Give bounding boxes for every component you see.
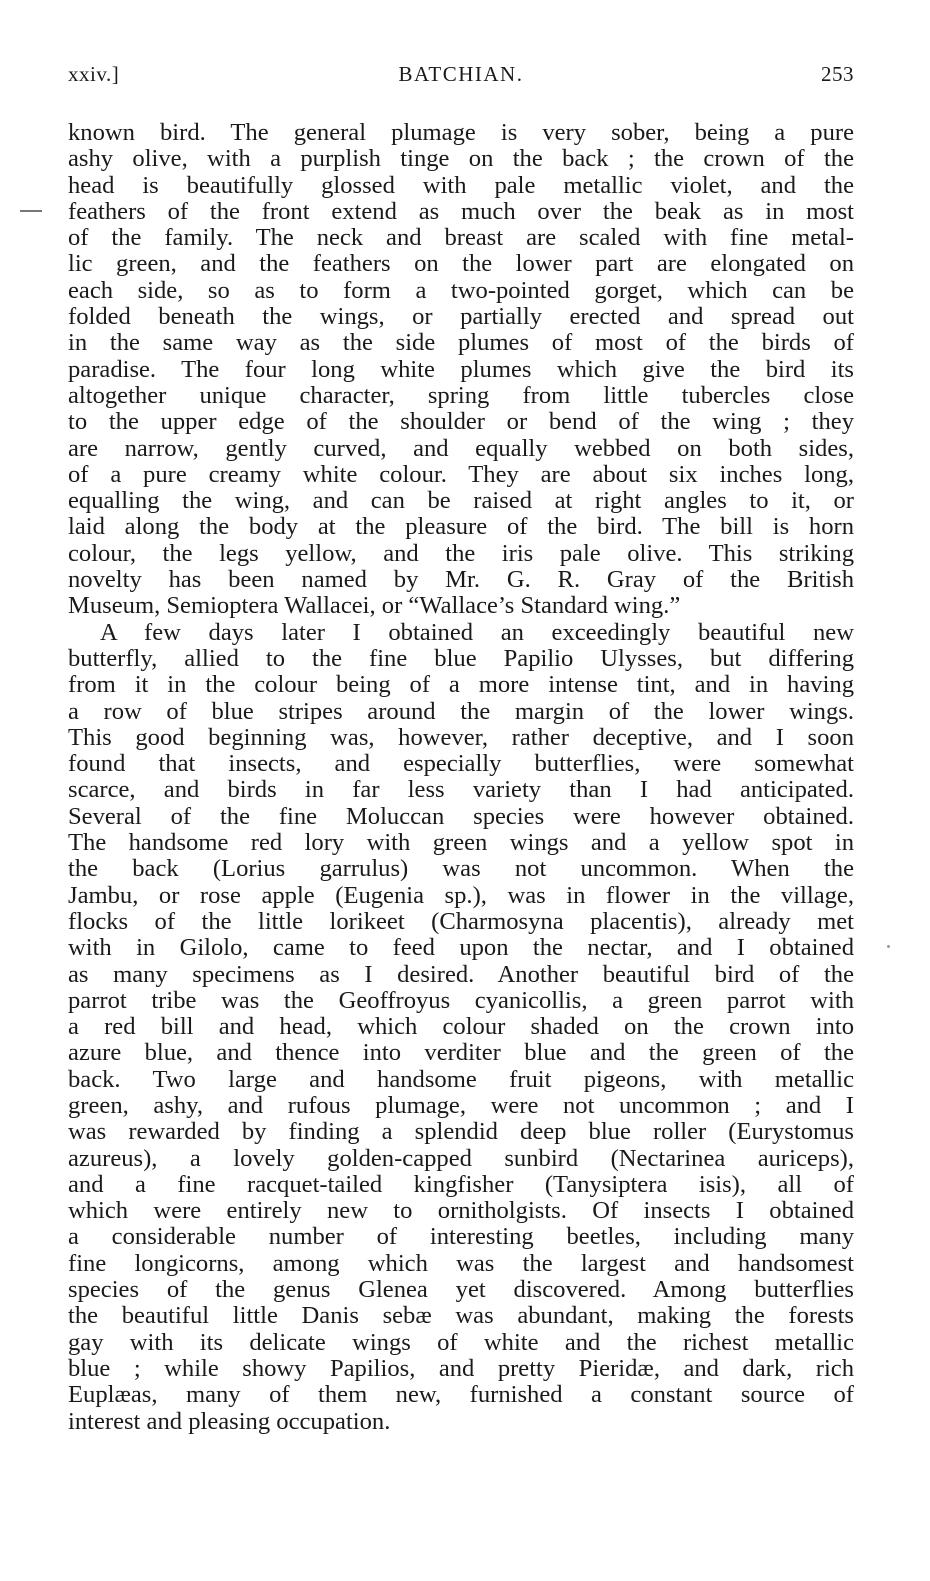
text-line: fine longicorns, among which was the largest and handsomest [68, 1249, 854, 1277]
paper-speck [887, 945, 890, 948]
page-number: 253 [821, 62, 854, 86]
text-line: in the same way as the side plumes of most of the birds of [68, 329, 854, 357]
text-line: species of the genus Glenea yet discovered. Among butterflies [68, 1276, 854, 1304]
text-line: butterfly, allied to the fine blue Papilio Ulysses, but differing [68, 644, 854, 672]
text-line: Jambu, or rose apple (Eugenia sp.), was in flower in the village, [68, 881, 854, 909]
running-head [68, 62, 854, 92]
text-line: found that insects, and especially butterflies, were somewhat [68, 750, 854, 778]
margin-mark [20, 210, 42, 212]
text-line: laid along the body at the pleasure of the bird. The bill is horn [68, 513, 854, 541]
text-line: paradise. The four long white plumes which give the bird its [68, 355, 854, 383]
text-line: of the family. The neck and breast are scaled with fine metal- [68, 224, 854, 252]
paragraph-start-line: A few days later I obtained an exceedingly beautiful new [100, 618, 854, 646]
text-line: are narrow, gently curved, and equally webbed on both sides, [68, 434, 854, 462]
text-line: equalling the wing, and can be raised at right angles to it, or [68, 487, 854, 515]
text-line: Euplæas, many of them new, furnished a constant source of [68, 1381, 854, 1409]
text-line: ashy olive, with a purplish tinge on the back ; the crown of the [68, 145, 854, 173]
text-line: a considerable number of interesting beetles, including many [68, 1223, 854, 1251]
text-line: The handsome red lory with green wings and a yellow spot in [68, 829, 854, 857]
text-line: a red bill and head, which colour shaded on the crown into [68, 1013, 854, 1041]
text-line: which were entirely new to ornitholgists. Of insects I obtained [68, 1197, 854, 1225]
text-line: the back (Lorius garrulus) was not uncommon. When the [68, 855, 854, 883]
text-line: scarce, and birds in far less variety than I had anticipated. [68, 776, 854, 804]
text-line: from it in the colour being of a more intense tint, and in having [68, 671, 854, 699]
page-title: BATCHIAN. [398, 62, 524, 86]
text-line: a row of blue stripes around the margin of the lower wings. [68, 697, 854, 725]
text-line: colour, the legs yellow, and the iris pale olive. This striking [68, 539, 854, 567]
text-line: known bird. The general plumage is very sober, being a pure [68, 119, 854, 146]
text-line: green, ashy, and rufous plumage, were not uncommon ; and I [68, 1091, 854, 1119]
text-line: was rewarded by finding a splendid deep blue roller (Eurystomus [68, 1118, 854, 1146]
text-line: parrot tribe was the Geoffroyus cyanicollis, a green parrot with [68, 986, 854, 1014]
text-line: with in Gilolo, came to feed upon the nectar, and I obtained [68, 934, 854, 962]
text-line: blue ; while showy Papilios, and pretty Pieridæ, and dark, rich [68, 1354, 854, 1382]
text-line: to the upper edge of the shoulder or bend of the wing ; they [68, 408, 854, 436]
text-line: of a pure creamy white colour. They are about six inches long, [68, 460, 854, 488]
text-line: altogether unique character, spring from little tubercles close [68, 381, 854, 409]
text-line: back. Two large and handsome fruit pigeons, with metallic [68, 1065, 854, 1093]
text-line: Several of the fine Moluccan species were however obtained. [68, 802, 854, 830]
text-line: the beautiful little Danis sebæ was abundant, making the forests [68, 1302, 854, 1330]
text-line: as many specimens as I desired. Another beautiful bird of the [68, 960, 854, 988]
text-line: each side, so as to form a two-pointed gorget, which can be [68, 276, 854, 304]
text-line: flocks of the little lorikeet (Charmosyna placentis), already met [68, 907, 854, 935]
chapter-number: xxiv.] [68, 62, 120, 86]
text-line: and a fine racquet-tailed kingfisher (Tanysiptera isis), all of [68, 1170, 854, 1198]
text-line: azureus), a lovely golden-capped sunbird (Nectarinea auriceps), [68, 1144, 854, 1172]
text-line: gay with its delicate wings of white and the richest metallic [68, 1328, 854, 1356]
text-line: feathers of the front extend as much over the beak as in most [68, 197, 854, 225]
text-line: novelty has been named by Mr. G. R. Gray of the British [68, 566, 854, 594]
text-line: This good beginning was, however, rather deceptive, and I soon [68, 723, 854, 751]
paragraph-end-line: interest and pleasing occupation. [68, 1407, 391, 1435]
text-line: folded beneath the wings, or partially erected and spread out [68, 303, 854, 331]
paragraph-end-line: Museum, Semioptera Wallacei, or “Wallace’s Standard wing.” [68, 592, 681, 620]
text-line: head is beautifully glossed with pale metallic violet, and the [68, 171, 854, 199]
body-text [68, 120, 854, 1435]
text-line: azure blue, and thence into verditer blue and the green of the [68, 1039, 854, 1067]
text-line: lic green, and the feathers on the lower part are elongated on [68, 250, 854, 278]
